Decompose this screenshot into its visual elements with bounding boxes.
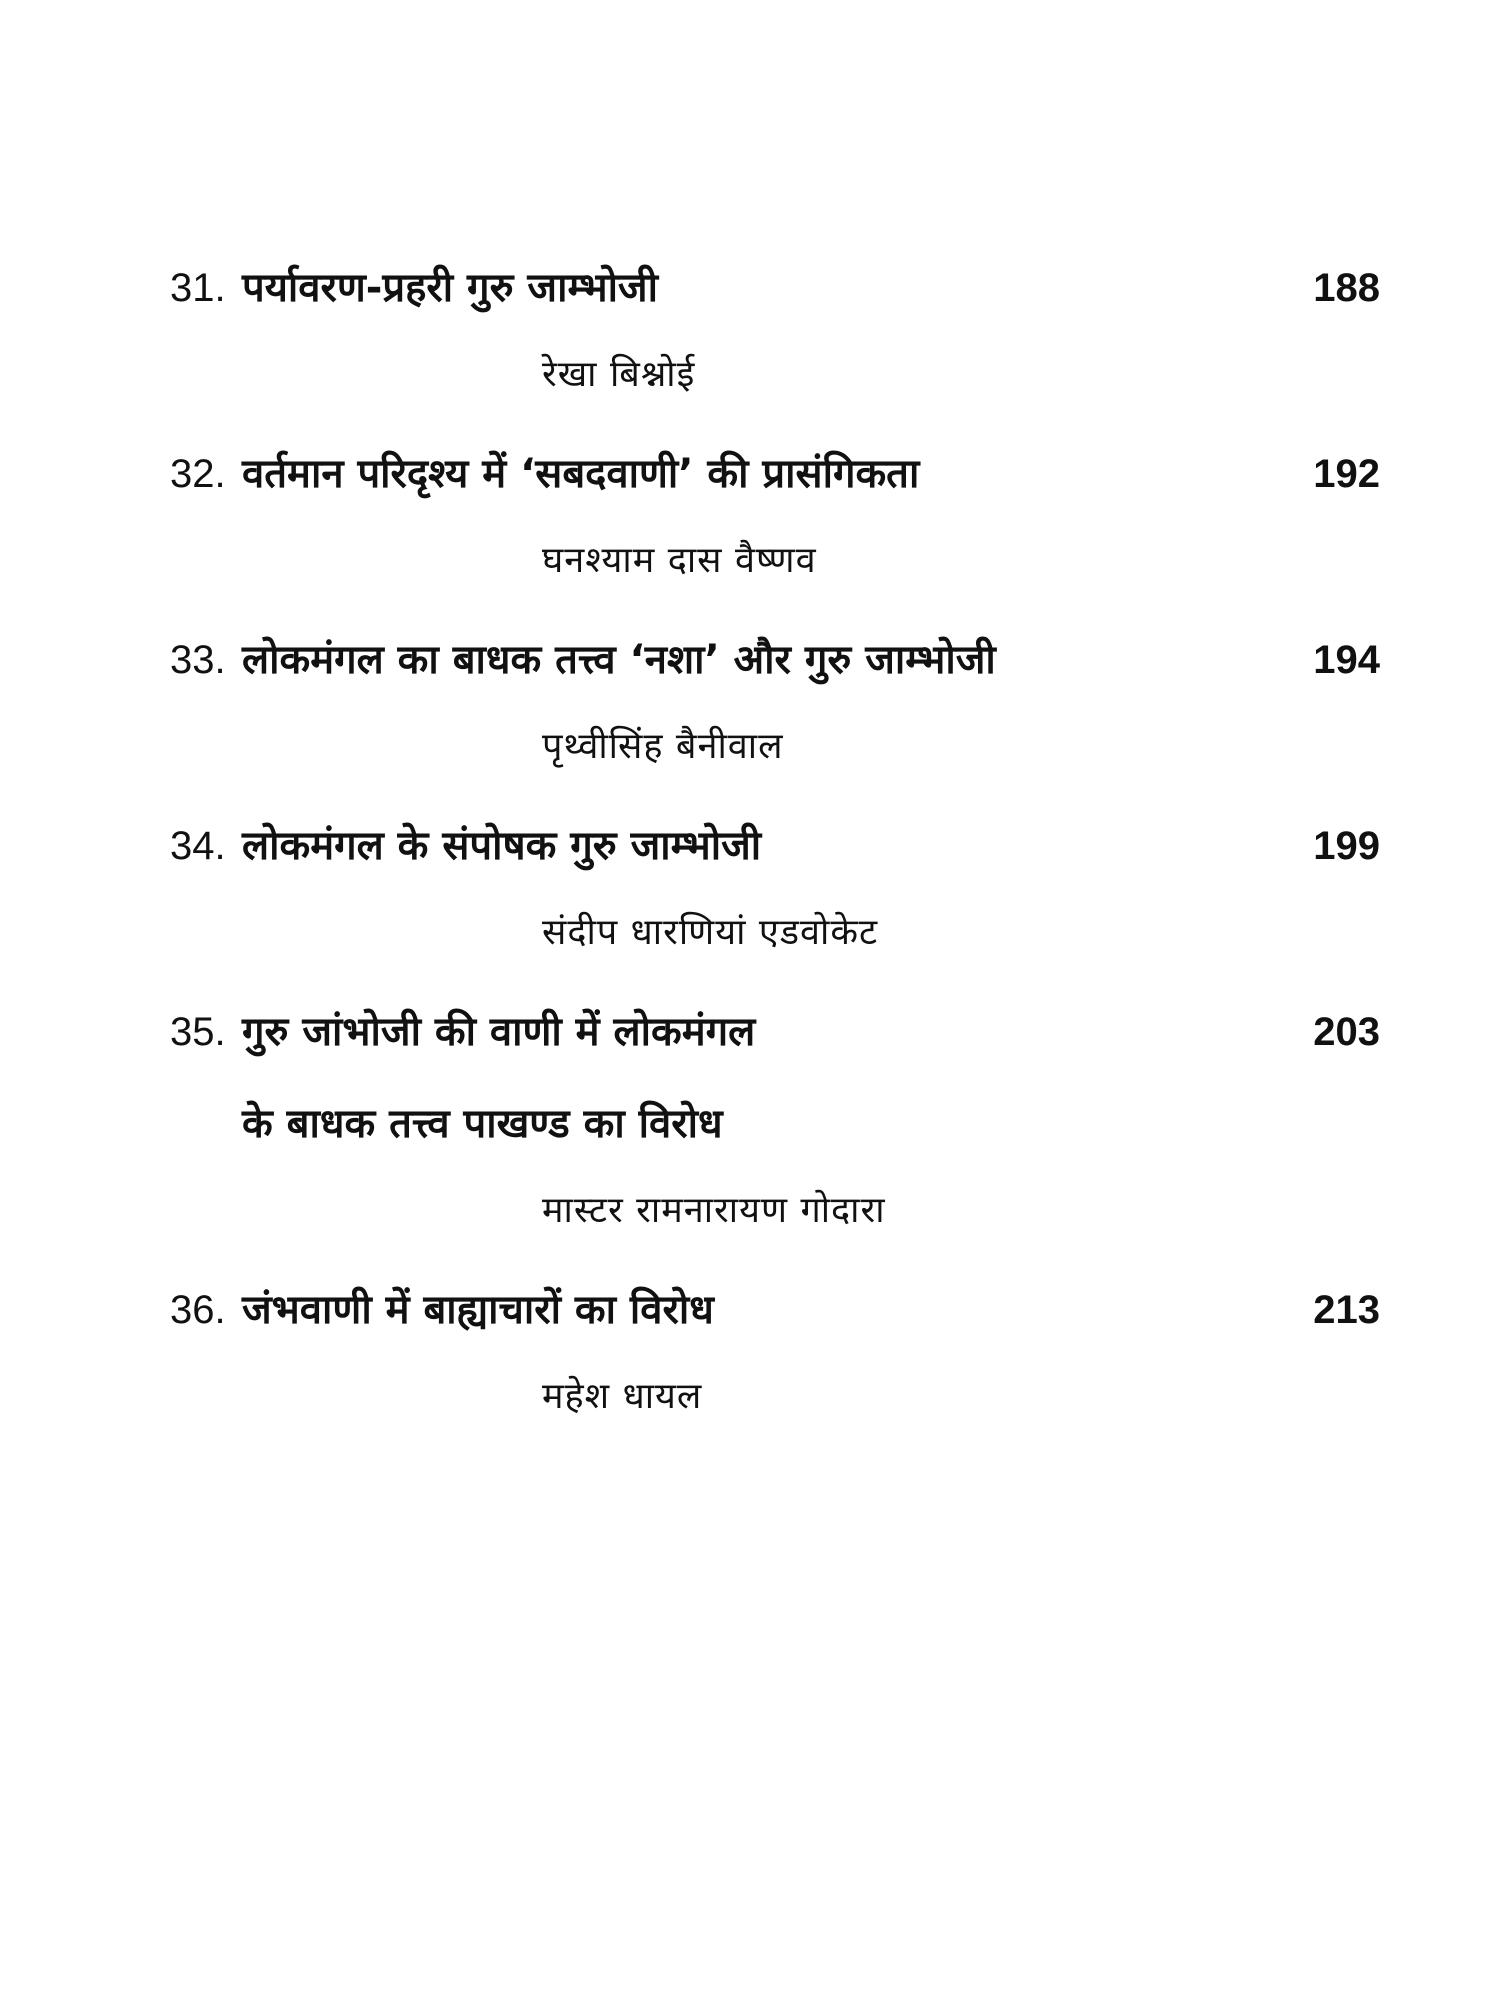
entry-number: 32. (170, 452, 226, 496)
entry-title: लोकमंगल के संपोषक गुरु जाम्भोजी (242, 823, 762, 869)
toc-entry-33 (170, 625, 1380, 777)
entry-number: 36. (170, 1288, 226, 1332)
entry-title: जंभवाणी में बाह्याचारों का विरोध (242, 1287, 714, 1333)
entry-page-number: 213 (1313, 1288, 1380, 1332)
entry-number: 34. (170, 824, 226, 868)
entry-author: महेश धायल (542, 1376, 703, 1417)
entry-page-number: 188 (1313, 266, 1380, 310)
entry-title-line (170, 811, 1380, 881)
entry-author: पृथ्वीसिंह बैनीवाल (542, 726, 784, 767)
toc-entry-35 (170, 997, 1380, 1241)
toc-entry-31 (170, 253, 1380, 405)
entry-title-line (170, 625, 1380, 695)
entry-author: संदीप धारणियां एडवोकेट (542, 912, 879, 953)
entry-page-number: 203 (1313, 1010, 1380, 1054)
toc-entry-34 (170, 811, 1380, 963)
entry-number: 33. (170, 638, 226, 682)
entry-title-line (170, 439, 1380, 509)
entry-title: लोकमंगल का बाधक तत्त्व ‘नशा’ और गुरु जाम्भोजी (242, 637, 996, 683)
entry-page-number: 199 (1313, 824, 1380, 868)
entry-number: 31. (170, 266, 226, 310)
entry-page-number: 194 (1313, 638, 1380, 682)
entry-author: मास्टर रामनारायण गोदारा (542, 1190, 886, 1231)
entry-author: रेखा बिश्नोई (542, 354, 696, 395)
entry-title-continuation: के बाधक तत्त्व पाखण्ड का विरोध (242, 1101, 723, 1147)
entry-page-number: 192 (1313, 452, 1380, 496)
entry-title: वर्तमान परिदृश्य में ‘सबदवाणी’ की प्रासंगिकता (242, 451, 920, 497)
entry-number: 35. (170, 1010, 226, 1054)
toc-entry-32 (170, 439, 1380, 591)
entry-title-line (170, 253, 1380, 323)
entry-author: घनश्याम दास वैष्णव (542, 540, 817, 581)
entry-title: पर्यावरण-प्रहरी गुरु जाम्भोजी (242, 265, 658, 311)
entry-title: गुरु जांभोजी की वाणी में लोकमंगल (242, 1009, 756, 1055)
toc-entry-36 (170, 1275, 1380, 1427)
entry-title-line (170, 997, 1380, 1067)
entry-title-line (170, 1275, 1380, 1345)
